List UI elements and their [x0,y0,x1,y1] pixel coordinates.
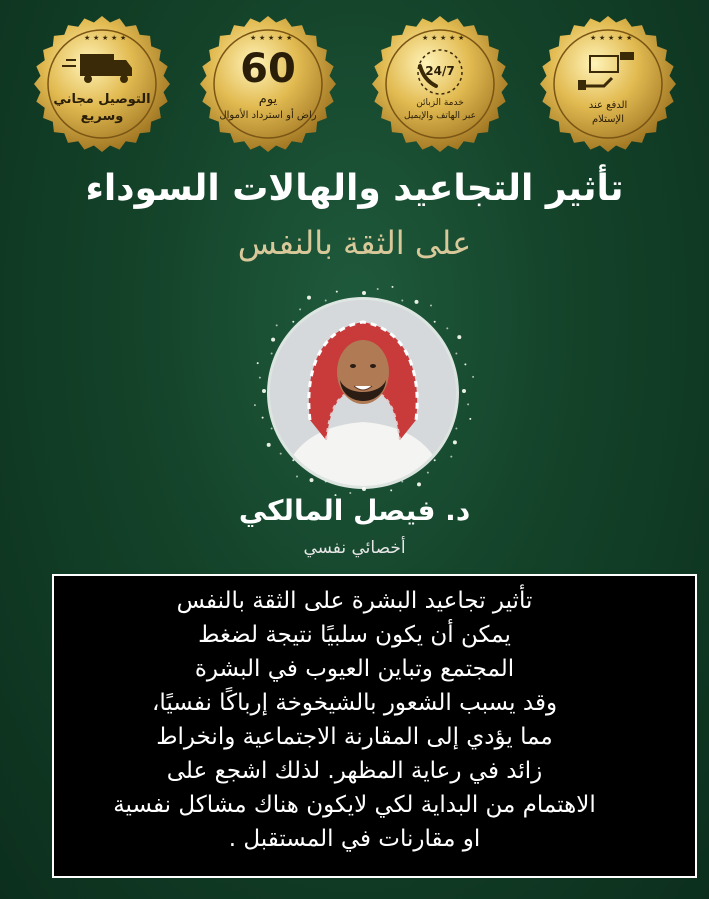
sparkle-dot [336,291,338,293]
sparkle-dot [262,417,264,419]
sparkle-dot [362,487,366,491]
doctor-name: د. فيصل المالكي [238,494,471,527]
customer-support-badge [370,14,510,154]
badge-label: وسريع [80,109,124,124]
quote-line: المجتمع وتباين العيوب في البشرة [194,656,515,682]
doctor-role: أخصائي نفسي [303,538,406,558]
svg-text:★: ★ [458,34,465,42]
sparkle-dot [472,376,474,378]
svg-text:★: ★ [449,34,456,42]
svg-text:★: ★ [102,34,109,42]
svg-text:★: ★ [422,34,429,42]
badge-label: التوصيل مجاني [53,92,151,107]
doctor-photo-frame [270,300,456,486]
svg-text:★: ★ [250,34,257,42]
sparkle-dot [362,291,366,295]
sparkle-dot [254,404,256,406]
sparkle-dot [257,362,259,364]
quote-line: تأثير تجاعيد البشرة على الثقة بالنفس [176,588,533,614]
svg-text:★: ★ [93,34,100,42]
sparkle-dot [262,389,266,393]
badge-label: راض أو استرداد الأموال [219,110,317,121]
svg-text:★: ★ [120,34,127,42]
svg-text:★: ★ [617,34,624,42]
svg-text:★: ★ [626,34,633,42]
badge-label: خدمة الزبائن [416,98,464,108]
svg-text:★: ★ [590,34,597,42]
money-back-badge [198,14,338,154]
sparkle-dot [390,489,392,491]
badge-number: 24/7 [425,64,455,78]
free-delivery-badge [32,14,172,154]
svg-text:★: ★ [111,34,118,42]
badge-label: الدفع عند [588,100,628,111]
quote-line: زائد في رعاية المظهر. لذلك اشجع على [166,758,543,784]
sparkle-dot [259,377,261,379]
svg-text:★: ★ [268,34,275,42]
doctor-photo [270,300,456,486]
badge-label: الإستلام [591,114,625,125]
svg-text:★: ★ [84,34,91,42]
quote-line: يمكن أن يكون سلبيًا نتيجة لضغط [198,622,511,648]
sparkle-dot [467,403,469,405]
cash-on-delivery-badge [538,14,678,154]
page-subtitle: على الثقة بالنفس [237,224,472,262]
gold-seal-shape [32,14,172,154]
sparkle-dot [464,363,466,365]
gold-seal-shape [538,14,678,154]
svg-text:★: ★ [431,34,438,42]
svg-text:★: ★ [599,34,606,42]
badge-number: 60 [240,46,296,92]
sparkle-dot [457,335,461,339]
svg-text:★: ★ [286,34,293,42]
badges-row [0,14,709,164]
sparkle-dot [307,296,311,300]
gold-seal-shape [370,14,510,154]
sparkle-dot [377,288,379,290]
sparkle-dot [392,286,394,288]
quote-line: وقد يسبب الشعور بالشيخوخة إرباكًا نفسيًا، [151,690,558,716]
svg-text:★: ★ [440,34,447,42]
quote-line: او مقارنات في المستقبل . [228,826,481,852]
svg-text:★: ★ [608,34,615,42]
quote-line: الاهتمام من البداية لكي لايكون هناك مشاكل نفسية [113,792,596,818]
badge-unit: يوم [258,92,278,107]
svg-text:★: ★ [259,34,266,42]
portrait-illustration [270,300,456,486]
page-title: تأثير التجاعيد والهالات السوداء [85,168,624,209]
badge-label: عبر الهاتف والإيميل [404,111,476,121]
sparkle-dot [469,418,471,420]
quote-line: مما يؤدي إلى المقارنة الاجتماعية وانخراط [156,724,553,750]
svg-text:★: ★ [277,34,284,42]
sparkle-dot [462,389,466,393]
